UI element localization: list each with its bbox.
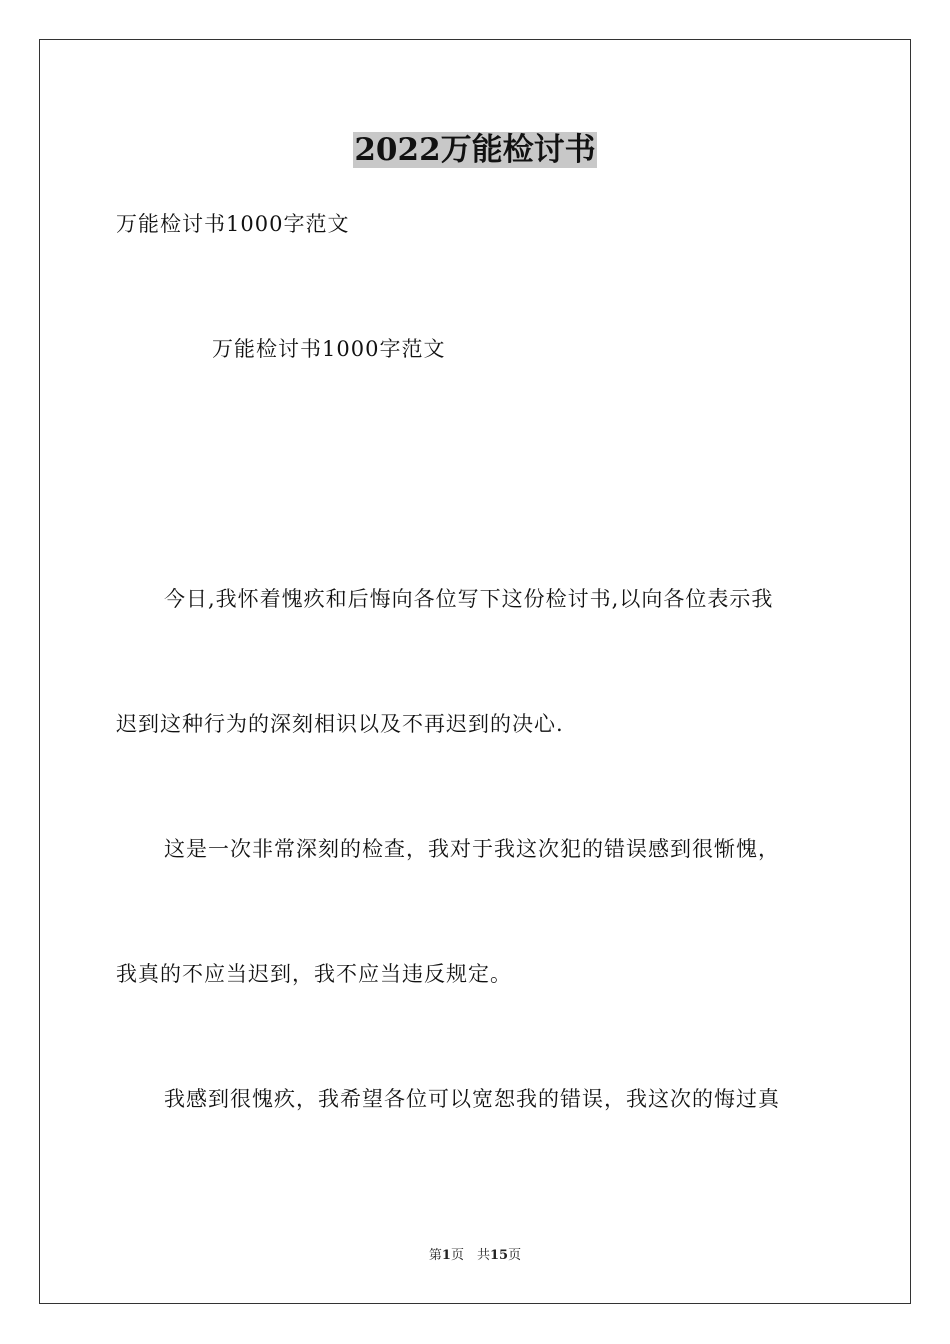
document-subtitle-repeat: 万能检讨书1000字范文 [212, 337, 446, 361]
footer-total-pages: 15 [489, 1248, 509, 1263]
footer-page-number: 1 [441, 1248, 451, 1263]
footer-page-prefix: 第 [428, 1248, 442, 1263]
paragraph-line-4: 我真的不应当迟到，我不应当违反规定。 [116, 962, 512, 986]
paragraph-line-5: 我感到很愧疚，我希望各位可以宽恕我的错误，我这次的悔过真 [164, 1087, 780, 1111]
paragraph-line-3: 这是一次非常深刻的检查，我对于我这次犯的错误感到很惭愧， [164, 837, 780, 861]
document-subtitle: 万能检讨书1000字范文 [116, 212, 350, 236]
paragraph-line-1: 今日,我怀着愧疚和后悔向各位写下这份检讨书,以向各位表示我 [164, 587, 774, 611]
document-title-container [0, 128, 950, 172]
paragraph-line-2: 迟到这种行为的深刻相识以及不再迟到的决心. [116, 712, 564, 736]
document-title: 2022万能检讨书 [354, 132, 596, 168]
footer-page-mid: 页 共 [450, 1248, 490, 1263]
footer-page-suffix: 页 [508, 1248, 522, 1263]
page-footer [0, 1246, 950, 1266]
